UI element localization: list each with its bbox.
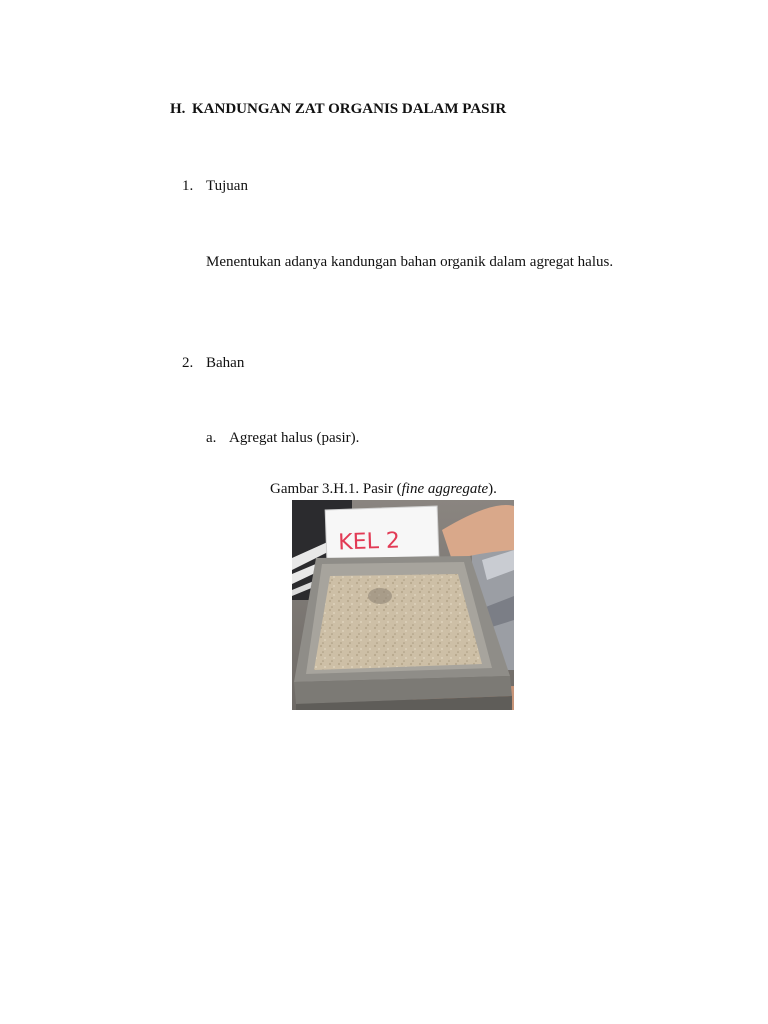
tujuan-paragraph: Menentukan adanya kandungan bahan organik dalam agregat halus. [206, 254, 614, 270]
kel-sign-text: KEL 2 [337, 528, 401, 556]
sand-tray-photo [292, 500, 514, 710]
list-label-bahan: Bahan [206, 355, 245, 371]
caption-italic: fine aggregate [401, 481, 489, 497]
heading-title: KANDUNGAN ZAT ORGANIS DALAM PASIR [192, 101, 507, 117]
caption-suffix: ). [488, 481, 497, 497]
figure-caption [270, 481, 497, 498]
list-label-tujuan: Tujuan [206, 178, 248, 194]
kel-sign [325, 506, 439, 560]
section-heading [170, 101, 506, 118]
list-number-1: 1. [182, 178, 194, 194]
caption-prefix: Gambar 3.H.1. Pasir ( [270, 481, 402, 497]
list-number-2: 2. [182, 355, 194, 371]
heading-letter: H. [170, 101, 186, 117]
sublist-item-text: Agregat halus (pasir). [229, 430, 360, 446]
sublist-marker-a: a. [206, 430, 217, 446]
